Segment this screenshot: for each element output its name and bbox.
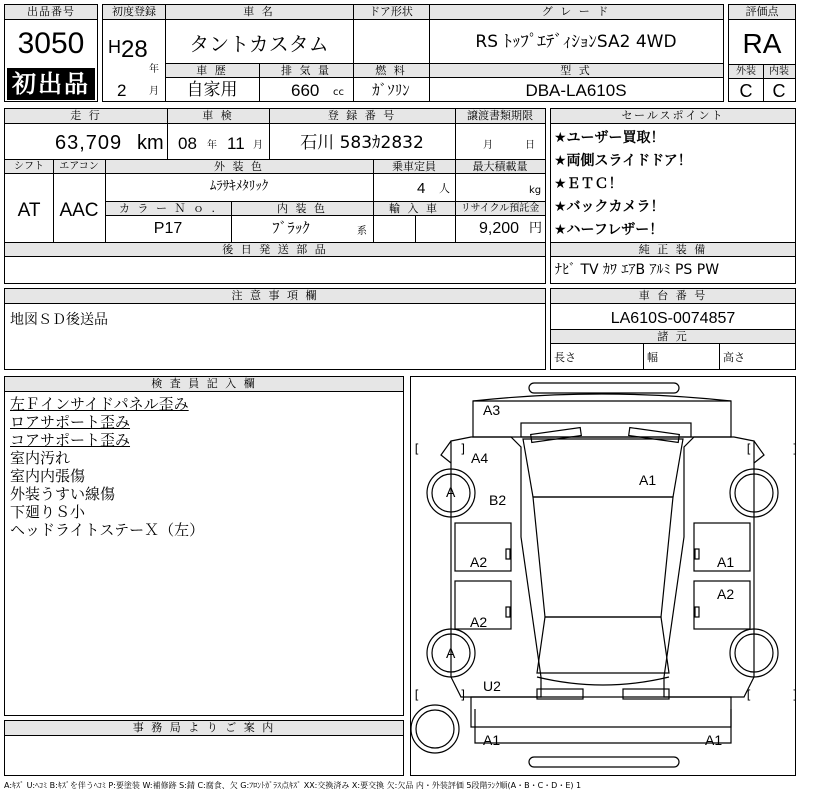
fuel-label: 燃 料 (353, 64, 429, 78)
damage-mark: A3 (483, 402, 501, 418)
displacement-label: 排 気 量 (259, 64, 353, 78)
displacement-unit: cc (333, 87, 344, 98)
equipment-value: ﾅﾋﾞ TV ｶﾜ ｴｱB ｱﾙﾐ PS PW (555, 262, 720, 278)
bracket-marker: [ ] (745, 442, 815, 456)
damage-mark: A2 (470, 614, 488, 630)
inspector-line: 左Ｆインサイドパネル歪み (10, 395, 189, 413)
inspector-line: コアサポート歪み (10, 431, 131, 449)
inspection-label: 車 検 (167, 109, 269, 124)
damage-mark: A1 (483, 732, 501, 748)
first-reg-year-unit: 年 (149, 64, 159, 75)
ext-color-value: ﾑﾗｻｷﾒﾀﾘｯｸ (209, 179, 269, 194)
dims-label: 諸 元 (551, 330, 795, 344)
legend-text: A:ｷｽﾞ U:ﾍｺﾐ B:ｷｽﾞを伴うﾍｺﾐ P:要塗装 W:補修跡 S:錆 C:腐食、欠 G:ﾌﾛﾝﾄｶﾞﾗｽ点ｷｽﾞ XX:交換済み X:要交換 欠:欠品 内・外装評価 5段階ﾗﾝｸ順(A・B・C・D・E) 1 (4, 781, 582, 790)
sales-item: ★ＥＴＣ！ (554, 176, 623, 192)
import-label: 輸 入 車 (373, 202, 455, 216)
sales-item: ★バックカメラ！ (554, 199, 665, 215)
damage-mark: U2 (483, 678, 501, 694)
inspection-month-unit: 月 (253, 140, 263, 151)
plate-label: 登 録 番 号 (269, 109, 455, 124)
caution-box (4, 288, 546, 370)
bracket-marker: [ ] (413, 688, 483, 702)
shift-label: シフト (5, 160, 53, 174)
mileage-value: 63,709 (55, 132, 123, 154)
car-name-label: 車 名 (165, 5, 353, 20)
lot-label: 出品番号 (5, 5, 97, 20)
rating-box (728, 4, 796, 102)
office-label: 事 務 局 よ り ご 案 内 (5, 721, 403, 736)
caution-label: 注 意 事 項 欄 (5, 289, 545, 304)
color-no-value: P17 (153, 220, 183, 237)
grade-value: RS ﾄｯﾌﾟｴﾃﾞｨｼｮﾝSA2 4WD (475, 32, 677, 52)
office-box (4, 720, 404, 776)
first-reg-label: 初度登録 (103, 5, 165, 20)
first-reg-year: 28 (121, 36, 148, 63)
car-name-value: タントカスタム (189, 32, 329, 56)
first-reg-era: H (108, 37, 121, 57)
ext-rating-label: 外装 (729, 65, 763, 79)
vehicle-info-grid (102, 4, 724, 102)
inspection-year: 08 (178, 134, 197, 153)
chassis-box (550, 288, 796, 370)
damage-diagram (410, 376, 815, 776)
ac-value: AAC (59, 200, 99, 221)
car-diagram-svg (411, 377, 794, 774)
model-value: DBA-LA610S (525, 81, 627, 100)
damage-mark: B2 (489, 492, 507, 508)
sales-item: ★ユーザー買取！ (554, 130, 665, 146)
chassis-value: LA610S-0074857 (610, 310, 736, 327)
lot-box (4, 4, 98, 102)
capacity-label: 乗車定員 (373, 160, 455, 174)
mileage-unit: km (137, 132, 164, 154)
inspector-line: 外装うすい線傷 (10, 485, 116, 503)
sales-label: セールスポイント (551, 109, 795, 124)
first-reg-month: 2 (117, 81, 127, 100)
recycle-unit: 円 (529, 221, 543, 236)
ac-label: エアコン (53, 160, 105, 174)
inspector-line: 下廻りＳ小 (10, 503, 86, 521)
color-no-label: カ ラ ー Ｎ ｏ . (105, 202, 231, 216)
history-label: 車 歴 (165, 64, 259, 78)
int-rating-value: C (772, 81, 786, 101)
recycle-value: 9,200 (479, 220, 520, 237)
mileage-label: 走 行 (5, 109, 167, 124)
transfer-month-unit: 月 (483, 140, 493, 151)
sales-points-box (550, 108, 796, 284)
int-rating-label: 内装 (763, 65, 795, 79)
dims-height: 高さ (723, 351, 745, 364)
inspection-month: 11 (227, 134, 245, 153)
damage-mark: A4 (471, 450, 489, 466)
transfer-day-unit: 日 (525, 140, 535, 151)
model-label: 型 式 (429, 64, 723, 78)
rating-label: 評価点 (729, 5, 795, 20)
history-value: 自家用 (186, 80, 238, 100)
ext-rating-value: C (739, 81, 753, 101)
bracket-marker: [ ] (413, 442, 483, 456)
detail-grid (4, 108, 546, 284)
int-color-suffix: 系 (357, 226, 367, 237)
load-unit: kg (529, 185, 542, 196)
fuel-value: ｶﾞｿﾘﾝ (372, 81, 410, 99)
dims-width: 幅 (647, 351, 658, 364)
inspector-line: ヘッドライトステーＸ（左） (10, 521, 205, 539)
inspection-year-unit: 年 (207, 140, 217, 151)
damage-mark: A (446, 484, 456, 500)
int-color-label: 内 装 色 (231, 202, 373, 216)
transfer-label: 譲渡書類期限 (455, 109, 545, 124)
int-color-value: ﾌﾞﾗｯｸ (272, 219, 310, 237)
lot-number: 3050 (17, 27, 85, 60)
grade-label: グ レ ー ド (429, 5, 723, 20)
first-listing-badge: 初出品 (7, 68, 95, 100)
bracket-marker: [ ] (745, 688, 815, 702)
capacity-unit: 人 (439, 182, 450, 195)
recycle-label: リサイクル預託金 (455, 202, 545, 216)
damage-mark: A2 (717, 586, 735, 602)
chassis-label: 車 台 番 号 (551, 289, 795, 304)
capacity-value: 4 (417, 180, 426, 197)
damage-mark: A2 (470, 554, 488, 570)
ext-color-label: 外 装 色 (105, 160, 373, 174)
displacement-value: 660 (291, 81, 320, 100)
inspector-line: 室内汚れ (10, 449, 71, 467)
damage-mark: A1 (717, 554, 735, 570)
shift-value: AT (17, 200, 41, 221)
inspector-line: 室内内張傷 (10, 467, 86, 485)
inspector-line: ロアサポート歪み (10, 413, 131, 431)
caution-text: 地図ＳＤ後送品 (10, 312, 108, 328)
sales-item: ★ハーフレザー！ (554, 222, 664, 238)
damage-mark: A1 (639, 472, 657, 488)
later-parts-label: 後 日 発 送 部 品 (5, 243, 545, 257)
sales-item: ★両側スライドドア！ (554, 153, 692, 169)
door-label: ドア形状 (353, 5, 429, 20)
rating-value: RA (742, 28, 782, 59)
inspector-box (4, 376, 404, 716)
damage-mark: A1 (705, 732, 723, 748)
inspector-label: 検 査 員 記 入 欄 (5, 377, 403, 392)
damage-mark: A (446, 645, 456, 661)
dims-length: 長さ (554, 351, 576, 364)
load-label: 最大積載量 (455, 160, 545, 174)
equipment-label: 純 正 装 備 (551, 243, 795, 257)
plate-value: 石川 583ｶ2832 (300, 133, 424, 153)
first-reg-month-unit: 月 (149, 86, 159, 97)
